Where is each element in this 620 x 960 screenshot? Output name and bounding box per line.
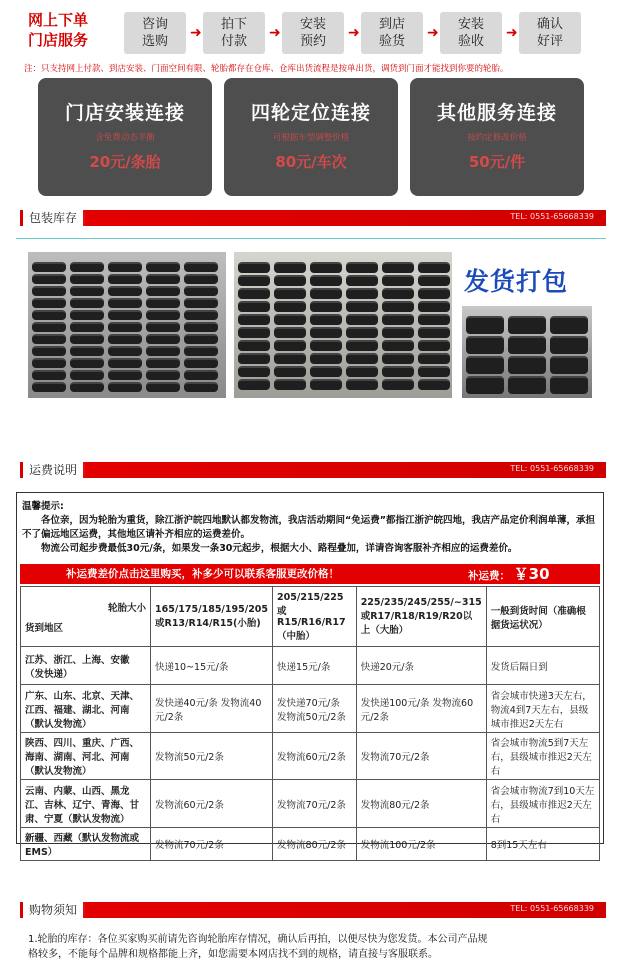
tire-graphic xyxy=(146,274,180,284)
tire-graphic xyxy=(108,370,142,380)
tire-graphic xyxy=(418,301,450,312)
topup-label: 补运费： xyxy=(468,570,510,582)
packed-tires-photo xyxy=(462,306,592,398)
tire-graphic xyxy=(238,288,270,299)
row-small: 快递10~15元/条 xyxy=(151,647,273,685)
tire-graphic xyxy=(382,366,414,377)
table-row xyxy=(21,685,600,733)
tire-graphic xyxy=(146,382,180,392)
arrow-right-icon: ➜ xyxy=(427,25,439,41)
step-accept: 安装 验收 xyxy=(440,12,502,54)
tire-graphic xyxy=(310,275,342,286)
tire-graphic xyxy=(382,301,414,312)
tire-graphic xyxy=(418,262,450,273)
tire-graphic xyxy=(108,286,142,296)
step-pay: 拍下 付款 xyxy=(203,12,265,54)
row-small: 发物流60元/2条 xyxy=(151,780,273,828)
section-header-purchase xyxy=(16,902,606,918)
tire-graphic xyxy=(466,316,504,334)
tire-graphic xyxy=(184,286,218,296)
tire-graphic xyxy=(346,366,378,377)
tire-graphic xyxy=(418,275,450,286)
tire-graphic xyxy=(310,301,342,312)
tire-graphic xyxy=(184,298,218,308)
service-price: 20元/条胎 xyxy=(89,153,161,171)
tire-graphic xyxy=(346,353,378,364)
row-region: 新疆、西藏（默认发物流或EMS） xyxy=(21,828,151,861)
tire-graphic xyxy=(274,314,306,325)
tire-graphic xyxy=(108,274,142,284)
tire-graphic xyxy=(70,358,104,368)
tire-graphic xyxy=(108,334,142,344)
tire-graphic xyxy=(238,314,270,325)
tire-graphic xyxy=(146,358,180,368)
tire-graphic xyxy=(274,340,306,351)
row-large: 发物流70元/2条 xyxy=(356,733,486,780)
purchase-line-1: 1.轮胎的库存：各位买家购买前请先咨询轮胎库存情况，确认后再拍，以便尽快为您发货。本公司产品规 xyxy=(28,934,488,945)
header-large-tire: 225/235/245/255/~315或R17/R18/R19/R20以上（大胎） xyxy=(356,587,486,647)
tire-graphic xyxy=(108,310,142,320)
tire-graphic xyxy=(32,334,66,344)
freight-topup-link[interactable]: 补运费差价点击这里购买，补多少可以联系客服更改价格！ xyxy=(66,568,339,580)
step-inspect: 到店 验货 xyxy=(361,12,423,54)
section-tel: TEL: 0551-65668339 xyxy=(510,904,594,913)
step-consult: 咨询 选购 xyxy=(124,12,186,54)
tire-graphic xyxy=(418,288,450,299)
row-region: 陕西、四川、重庆、广西、海南、湖南、河北、河南（默认发物流） xyxy=(21,733,151,780)
header-delivery-time: 一般到货时间（准确根据货运状况） xyxy=(486,587,599,647)
tire-graphic xyxy=(346,379,378,390)
purchase-line-2: 格较多，不能每个品牌和规格都能上齐，如您需要本网店找不到的规格，请直接与客服联系。 xyxy=(28,949,438,960)
tire-graphic xyxy=(146,322,180,332)
row-medium: 发物流60元/2条 xyxy=(273,733,357,780)
tire-graphic xyxy=(310,353,342,364)
tips-text-1: 各位亲，因为轮胎为重货，除江浙沪皖四地默认都发物流，我店活动期间“免运费”都指江浙沪皖四地，我店产品定价利润单薄，承担不了偏远地区运费，其他地区请补齐相应的运费差价。 xyxy=(22,515,595,540)
tire-graphic xyxy=(32,382,66,392)
tire-graphic xyxy=(108,346,142,356)
table-header-row xyxy=(21,587,600,647)
tire-graphic xyxy=(274,353,306,364)
tire-graphic xyxy=(108,322,142,332)
tire-graphic xyxy=(32,274,66,284)
tire-graphic xyxy=(238,327,270,338)
row-medium: 发物流70元/2条 xyxy=(273,780,357,828)
section-tel: TEL: 0551-65668339 xyxy=(510,464,594,473)
tire-graphic xyxy=(274,288,306,299)
tire-graphic xyxy=(184,274,218,284)
service-price: 80元/车次 xyxy=(275,153,347,171)
row-small: 发物流50元/2条 xyxy=(151,733,273,780)
service-title: 门店安装连接 xyxy=(64,102,185,124)
tire-graphic xyxy=(146,310,180,320)
service-subtitle: 按约定修改价格 xyxy=(467,133,527,143)
tire-graphic xyxy=(418,379,450,390)
tire-graphic xyxy=(274,262,306,273)
tire-graphic xyxy=(108,358,142,368)
tire-graphic xyxy=(508,316,546,334)
table-row xyxy=(21,733,600,780)
tire-graphic xyxy=(418,314,450,325)
tire-graphic xyxy=(184,334,218,344)
tire-graphic xyxy=(346,301,378,312)
table-row xyxy=(21,647,600,685)
service-price: 50元/件 xyxy=(468,153,526,171)
tire-graphic xyxy=(418,340,450,351)
header-tire-size: 轮胎大小 xyxy=(107,602,146,614)
process-notice: 注：只支持网上付款、到店安装、门面空间有限、轮胎都存在仓库、仓库出货流程是按单出货，调货到门面才能找到你要的轮胎。 xyxy=(24,64,509,74)
row-large: 发快递100元/条 发物流60元/2条 xyxy=(356,685,486,733)
service-subtitle: 含免费动态平衡 xyxy=(95,133,155,143)
warehouse-photo xyxy=(234,252,452,398)
service-wheel-alignment[interactable] xyxy=(224,78,398,196)
tire-graphic xyxy=(508,376,546,394)
tire-graphic xyxy=(108,298,142,308)
tire-graphic xyxy=(32,358,66,368)
tire-graphic xyxy=(274,275,306,286)
tire-graphic xyxy=(310,366,342,377)
header-region: 货到地区 xyxy=(25,622,64,634)
header-small-tire: 165/175/185/195/205或R13/R14/R15(小胎) xyxy=(151,587,273,647)
brand-slogan xyxy=(28,10,88,50)
tire-graphic xyxy=(382,314,414,325)
tire-graphic xyxy=(184,382,218,392)
brand-line-1: 网上下单 xyxy=(28,11,89,29)
tire-graphic xyxy=(184,358,218,368)
tips-title: 温馨提示: xyxy=(22,501,64,512)
tire-graphic xyxy=(108,382,142,392)
section-header-packaging xyxy=(16,210,606,226)
tire-graphic xyxy=(70,382,104,392)
tire-graphic xyxy=(310,379,342,390)
tire-graphic xyxy=(274,327,306,338)
tire-graphic xyxy=(310,262,342,273)
row-small: 发物流70元/2条 xyxy=(151,828,273,861)
tire-graphic xyxy=(508,356,546,374)
tire-graphic xyxy=(70,346,104,356)
row-medium: 发物流80元/2条 xyxy=(273,828,357,861)
tire-graphic xyxy=(382,379,414,390)
tire-graphic xyxy=(508,336,546,354)
tire-graphic xyxy=(146,370,180,380)
tire-graphic xyxy=(184,310,218,320)
tire-graphic xyxy=(346,275,378,286)
brand-line-2: 门店服务 xyxy=(28,31,89,49)
order-process-flow xyxy=(0,0,620,62)
row-region: 江苏、浙江、上海、安徽（发快递） xyxy=(21,647,151,685)
tire-graphic xyxy=(70,298,104,308)
arrow-right-icon: ➜ xyxy=(190,25,202,41)
tire-graphic xyxy=(382,327,414,338)
tire-graphic xyxy=(70,286,104,296)
section-title: 运费说明 xyxy=(20,462,83,478)
row-large: 发物流100元/2条 xyxy=(356,828,486,861)
tire-graphic xyxy=(382,262,414,273)
section-header-freight xyxy=(16,462,606,478)
tire-graphic xyxy=(238,262,270,273)
shipping-pack-title: 发货打包 xyxy=(464,267,569,296)
tire-graphic xyxy=(184,262,218,272)
service-title: 其他服务连接 xyxy=(436,102,557,124)
tire-graphic xyxy=(70,370,104,380)
row-time: 8到15天左右 xyxy=(486,828,599,861)
tire-graphic xyxy=(32,370,66,380)
tire-graphic xyxy=(70,274,104,284)
row-time: 发货后隔日到 xyxy=(486,647,599,685)
section-title: 购物须知 xyxy=(20,902,83,918)
tire-graphic xyxy=(466,376,504,394)
row-large: 快递20元/条 xyxy=(356,647,486,685)
tips-text-2: 物流公司起步费最低30元/条，如果发一条30元起步，根据大小、路程叠加，详请咨询客服补齐相应的运费差价。 xyxy=(41,543,518,554)
section-title: 包装库存 xyxy=(20,210,83,226)
tire-graphic xyxy=(274,301,306,312)
tire-graphic xyxy=(346,314,378,325)
tire-graphic xyxy=(346,288,378,299)
tire-graphic xyxy=(146,286,180,296)
tire-graphic xyxy=(146,298,180,308)
tire-graphic xyxy=(146,346,180,356)
step-book-install: 安装 预约 xyxy=(282,12,344,54)
tire-graphic xyxy=(382,275,414,286)
section-tel: TEL: 0551-65668339 xyxy=(510,212,594,221)
tire-graphic xyxy=(238,353,270,364)
header-diagonal-cell xyxy=(21,587,151,647)
row-small: 发快递40元/条 发物流40元/2条 xyxy=(151,685,273,733)
tire-graphic xyxy=(70,334,104,344)
tire-graphic xyxy=(274,366,306,377)
row-time: 省会城市物流5到7天左右，县级城市推迟2天左右 xyxy=(486,733,599,780)
arrow-right-icon: ➜ xyxy=(506,25,518,41)
row-region: 广东、山东、北京、天津、江西、福建、湖北、河南（默认发物流） xyxy=(21,685,151,733)
tire-graphic xyxy=(382,340,414,351)
arrow-right-icon: ➜ xyxy=(269,25,281,41)
tire-graphic xyxy=(32,322,66,332)
tire-stock-photo xyxy=(28,252,226,398)
tire-graphic xyxy=(382,288,414,299)
freight-topup-price xyxy=(468,564,550,586)
header-medium-tire: 205/215/225或R15/R16/R17（中胎） xyxy=(273,587,357,647)
tire-graphic xyxy=(310,327,342,338)
tire-graphic xyxy=(32,310,66,320)
tire-graphic xyxy=(32,262,66,272)
tire-graphic xyxy=(184,346,218,356)
tire-graphic xyxy=(418,366,450,377)
tire-graphic xyxy=(32,298,66,308)
tire-graphic xyxy=(184,322,218,332)
table-row xyxy=(21,828,600,861)
tire-graphic xyxy=(184,370,218,380)
tire-graphic xyxy=(550,356,588,374)
arrow-right-icon: ➜ xyxy=(348,25,360,41)
tire-graphic xyxy=(70,310,104,320)
tire-graphic xyxy=(418,327,450,338)
row-time: 省会城市物流7到10天左右，县级城市推迟2天左右 xyxy=(486,780,599,828)
tire-graphic xyxy=(32,346,66,356)
tire-graphic xyxy=(238,379,270,390)
freight-tips xyxy=(22,500,602,556)
tire-graphic xyxy=(274,379,306,390)
topup-amount: ￥30 xyxy=(513,565,550,583)
tire-graphic xyxy=(32,286,66,296)
tire-graphic xyxy=(346,340,378,351)
row-medium: 快递15元/条 xyxy=(273,647,357,685)
tire-graphic xyxy=(466,356,504,374)
table-row xyxy=(21,780,600,828)
service-subtitle: 可根据车型调整价格 xyxy=(272,133,350,143)
tire-graphic xyxy=(238,340,270,351)
service-title: 四轮定位连接 xyxy=(250,102,371,124)
tire-graphic xyxy=(238,301,270,312)
divider xyxy=(16,238,606,239)
tire-graphic xyxy=(70,262,104,272)
tire-graphic xyxy=(550,336,588,354)
step-review: 确认 好评 xyxy=(519,12,581,54)
tire-graphic xyxy=(310,288,342,299)
tire-graphic xyxy=(550,376,588,394)
tire-graphic xyxy=(382,353,414,364)
tire-graphic xyxy=(346,262,378,273)
tire-graphic xyxy=(466,336,504,354)
tire-graphic xyxy=(70,322,104,332)
row-region: 云南、内蒙、山西、黑龙江、吉林、辽宁、青海、甘肃、宁夏（默认发物流） xyxy=(21,780,151,828)
tire-graphic xyxy=(418,353,450,364)
tire-graphic xyxy=(310,340,342,351)
freight-table xyxy=(20,586,600,861)
row-time: 省会城市快递3天左右，物流4到7天左右，县级城市推迟2天左右 xyxy=(486,685,599,733)
purchase-notes xyxy=(28,932,588,960)
tire-graphic xyxy=(310,314,342,325)
freight-topup-banner[interactable] xyxy=(20,564,600,584)
row-large: 发物流80元/2条 xyxy=(356,780,486,828)
row-medium: 发快递70元/条 发物流50元/2条 xyxy=(273,685,357,733)
tire-graphic xyxy=(146,334,180,344)
tire-graphic xyxy=(550,316,588,334)
service-other[interactable] xyxy=(410,78,584,196)
tire-graphic xyxy=(108,262,142,272)
tire-graphic xyxy=(346,327,378,338)
tire-graphic xyxy=(238,366,270,377)
tire-graphic xyxy=(146,262,180,272)
tire-graphic xyxy=(238,275,270,286)
service-store-install[interactable] xyxy=(38,78,212,196)
